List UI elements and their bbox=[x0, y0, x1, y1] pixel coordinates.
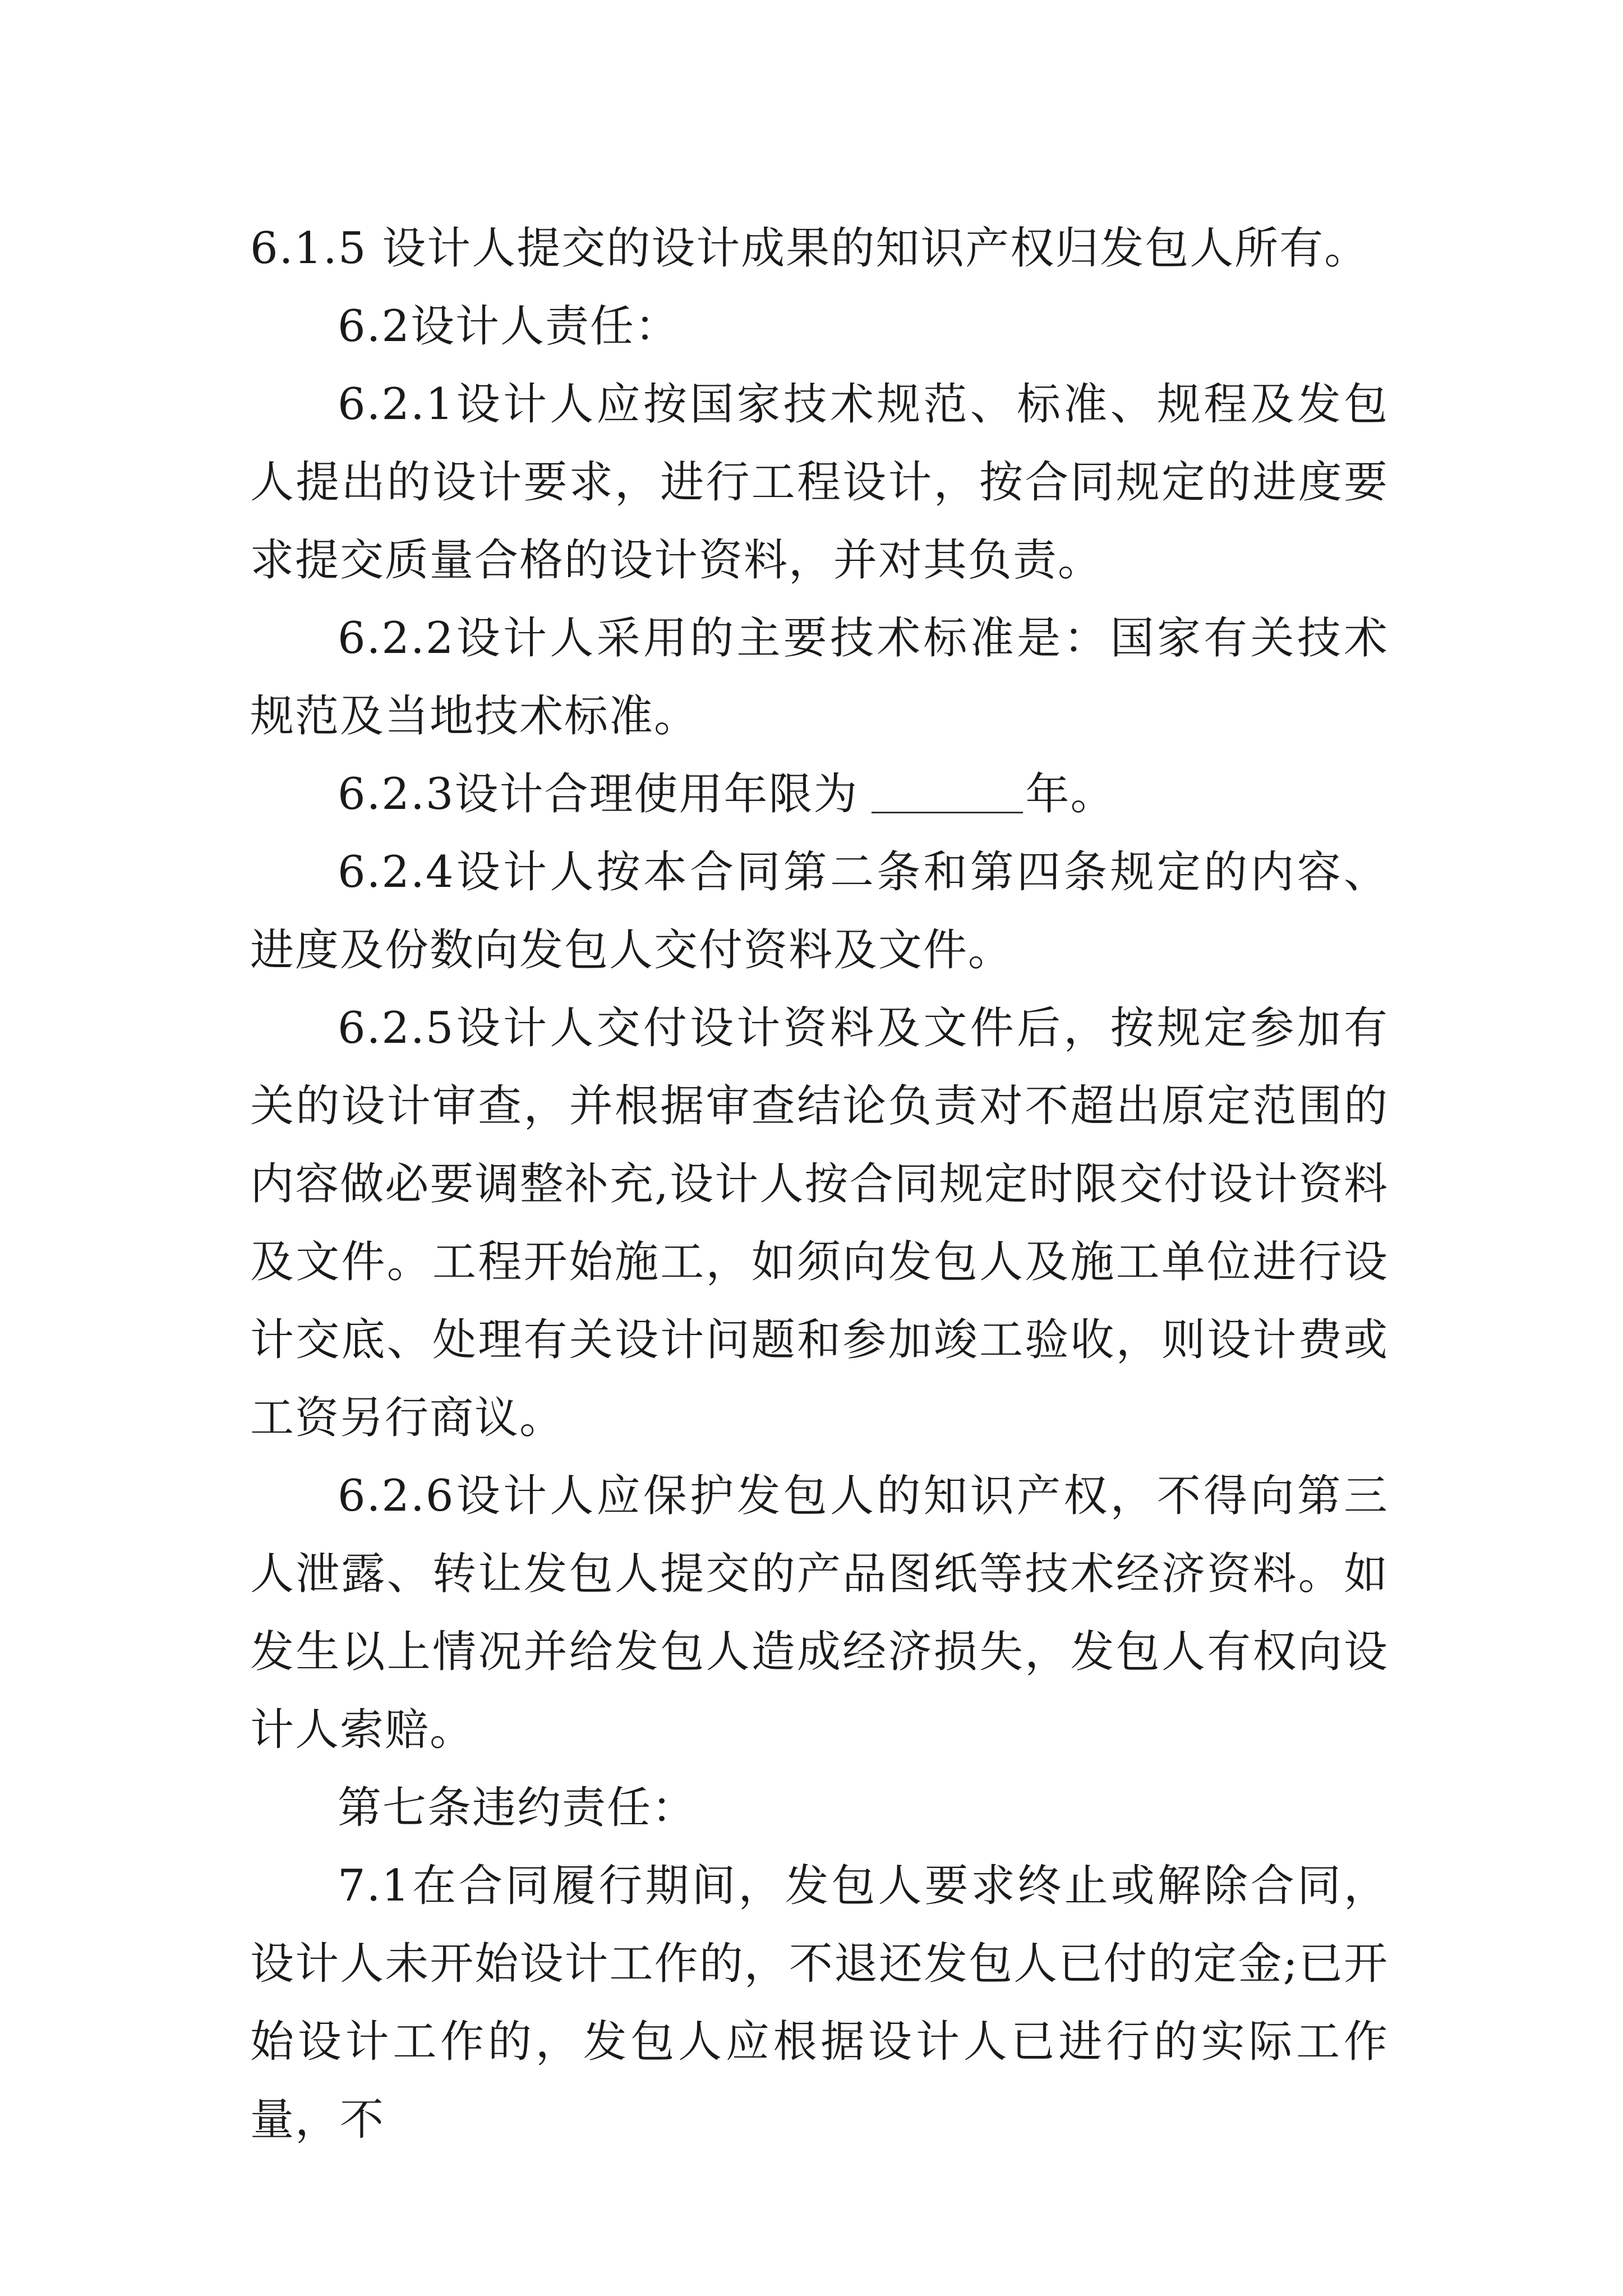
fill-in-blank-line bbox=[872, 772, 1023, 813]
paragraph-6-2-heading: 6.2设计人责任： bbox=[338, 301, 680, 352]
paragraph-6-2-6: 6.2.6设计人应保护发包人的知识产权，不得向第三人泄露、转让发包人提交的产品图纸等技术经济资料。如发生以上情况并给发包人造成经济损失，发包人有权向设计人索赔。 bbox=[250, 1471, 1389, 1755]
paragraph-6-2-5: 6.2.5设计人交付设计资料及文件后，按规定参加有关的设计审查，并根据审查结论负责对不超出原定范围的内容做必要调整补充,设计人按合同规定时限交付设计资料及文件。工程开始施工，如须向发包人及施工单位进行设计交底、处理有关设计问题和参加竣工验收，则设计费或工资另行商议。 bbox=[250, 1003, 1389, 1443]
paragraph-7-1: 7.1在合同履行期间，发包人要求终止或解除合同，设计人未开始设计工作的，不退还发包人已付的定金;已开始设计工作的，发包人应根据设计人已进行的实际工作量，不 bbox=[250, 1861, 1389, 2145]
paragraph-6-2-4: 6.2.4设计人按本合同第二条和第四条规定的内容、进度及份数向发包人交付资料及文件。 bbox=[250, 847, 1389, 976]
paragraph-6-2-3 bbox=[250, 756, 1389, 834]
paragraph-6-2-1: 6.2.1设计人应按国家技术规范、标准、规程及发包人提出的设计要求，进行工程设计，按合同规定的进度要求提交质量合格的设计资料，并对其负责。 bbox=[250, 379, 1389, 586]
paragraph-6-2-3-text-after: 年。 bbox=[1025, 769, 1115, 820]
paragraph-6-2-3-text-before: 6.2.3设计合理使用年限为 bbox=[338, 769, 859, 820]
paragraph-6-2-2: 6.2.2设计人采用的主要技术标准是：国家有关技术规范及当地技术标准。 bbox=[250, 613, 1389, 742]
document-body bbox=[250, 210, 1389, 2159]
paragraph-6-1-5: 6.1.5 设计人提交的设计成果的知识产权归发包人所有。 bbox=[250, 223, 1370, 274]
article-7-heading: 第七条违约责任： bbox=[338, 1783, 697, 1833]
